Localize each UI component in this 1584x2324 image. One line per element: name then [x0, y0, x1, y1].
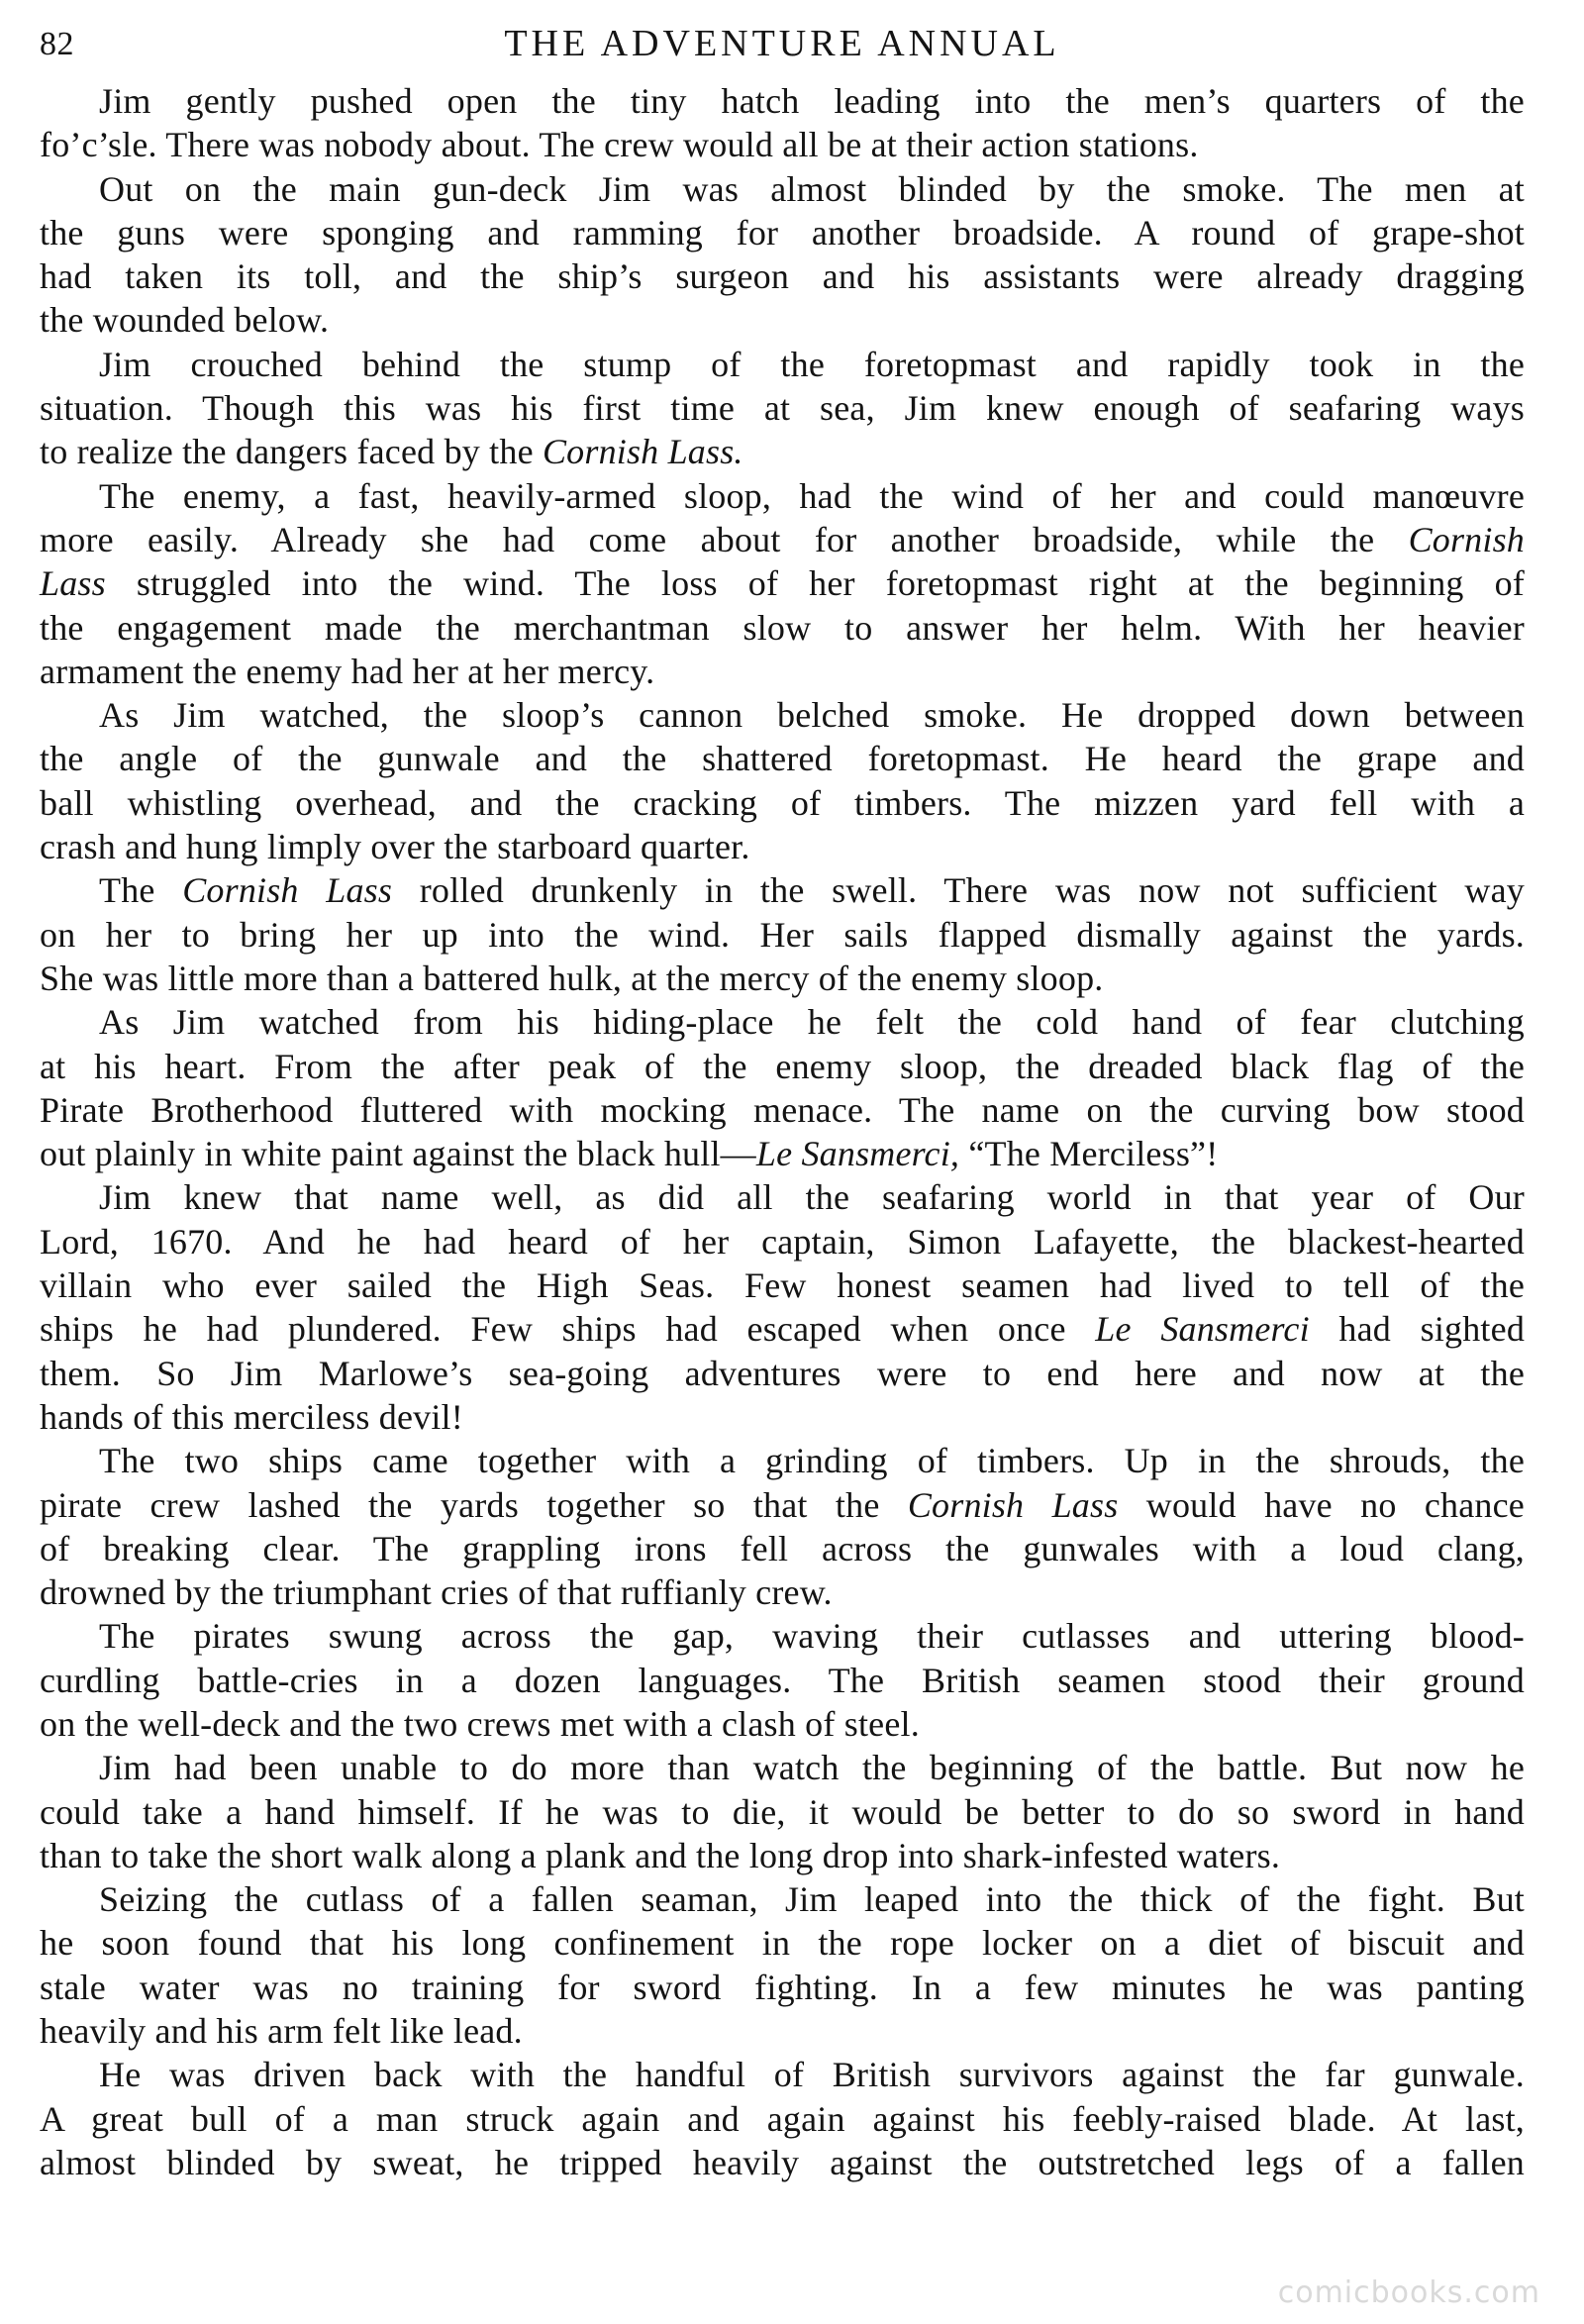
text-run: had sighted	[1309, 1309, 1526, 1350]
text-line: them. So Jim Marlowe’s sea-going adventures were to end here and now at the	[40, 1353, 1525, 1393]
text-line: the guns were sponging and ramming for another broadside. A round of grape-shot	[40, 212, 1525, 253]
text-line: villain who ever sailed the High Seas. Few honest seamen had lived to tell of the	[40, 1265, 1525, 1306]
text-line: situation. Though this was his first time at sea, Jim knew enough of seafaring ways	[40, 388, 1525, 429]
text-line: he soon found that his long confinement in the rope locker on a diet of biscuit and	[40, 1923, 1525, 1964]
text-line: She was little more than a battered hulk, at the mercy of the enemy sloop.	[40, 958, 1104, 998]
text-line: The two ships came together with a grinding of timbers. Up in the shrouds, the	[99, 1441, 1525, 1481]
text-line: than to take the short walk along a plank and the long drop into shark-infested waters.	[40, 1835, 1281, 1875]
text-line: The enemy, a fast, heavily-armed sloop, had the wind of her and could manœuvre	[99, 475, 1525, 516]
italic-ship-name: Lass	[40, 563, 106, 604]
page-number: 82	[40, 26, 74, 62]
text-line: on her to bring her up into the wind. Her sails flapped dismally against the yards.	[40, 914, 1525, 955]
text-run: to realize the dangers faced by the	[40, 432, 543, 472]
text-run: rolled drunkenly in the swell. There was now not sufficient way	[392, 870, 1525, 911]
text-line: at his heart. From the after peak of the enemy sloop, the dreaded black flag of the	[40, 1046, 1525, 1086]
italic-ship-name: Cornish Lass	[182, 870, 393, 911]
text-line: of breaking clear. The grappling irons fell across the gunwales with a loud clang,	[40, 1528, 1525, 1568]
book-page	[40, 18, 1525, 2295]
text-line: He was driven back with the handful of British survivors against the far gunwale.	[99, 2055, 1525, 2095]
italic-ship-name: Cornish Lass	[907, 1484, 1119, 1525]
text-line: could take a hand himself. If he was to die, it would be better to do so sword in hand	[40, 1791, 1525, 1832]
page-header	[40, 18, 1525, 79]
text-line: stale water was no training for sword fighting. In a few minutes he was panting	[40, 1967, 1525, 2007]
text-line: Jim gently pushed open the tiny hatch leading into the men’s quarters of the	[99, 81, 1525, 121]
text-line	[40, 1132, 1525, 1175]
text-line	[40, 430, 1525, 473]
text-line: the wounded below.	[40, 300, 330, 341]
text-run: struggled into the wind. The loss of her foretopmast right at the beginning of	[105, 563, 1525, 604]
text-line	[40, 1483, 1525, 1527]
text-run: out plainly in white paint against the black hull—	[40, 1134, 756, 1174]
text-run: more easily. Already she had come about for another broadside, while the	[40, 519, 1409, 559]
text-line: drowned by the triumphant cries of that ruffianly crew.	[40, 1572, 833, 1613]
text-line: almost blinded by sweat, he tripped heavily against the outstretched legs of a fallen	[40, 2142, 1525, 2182]
text-line: Jim knew that name well, as did all the seafaring world in that year of Our	[99, 1177, 1525, 1218]
text-run: ships he had plundered. Few ships had escaped when once	[40, 1309, 1096, 1350]
text-run: would have no chance	[1118, 1484, 1525, 1525]
text-run: “The Merciless”!	[959, 1134, 1219, 1174]
text-line: The pirates swung across the gap, waving their cutlasses and uttering blood-	[99, 1616, 1525, 1657]
italic-ship-name: Cornish	[1408, 519, 1525, 559]
text-line: on the well-deck and the two crews met with a clash of steel.	[40, 1703, 920, 1744]
text-line: hands of this merciless devil!	[40, 1396, 463, 1437]
italic-ship-name: Cornish Lass.	[542, 432, 743, 472]
text-line: Out on the main gun-deck Jim was almost blinded by the smoke. The men at	[99, 168, 1525, 209]
text-line: armament the enemy had her at her mercy.	[40, 651, 655, 691]
running-head: THE ADVENTURE ANNUAL	[504, 23, 1060, 64]
text-line: curdling battle-cries in a dozen languages. The British seamen stood their ground	[40, 1660, 1525, 1700]
text-line: As Jim watched, the sloop’s cannon belched smoke. He dropped down between	[99, 695, 1525, 736]
text-line: had taken its toll, and the ship’s surgeon and his assistants were already dragging	[40, 256, 1525, 297]
text-line: Lord, 1670. And he had heard of her captain, Simon Lafayette, the blackest-hearted	[40, 1221, 1525, 1262]
story-text	[40, 79, 1525, 2184]
watermark: comicbooks.com	[1277, 2275, 1540, 2310]
text-line: Pirate Brotherhood fluttered with mocking menace. The name on the curving bow stood	[40, 1089, 1525, 1130]
italic-ship-name: Le Sansmerci,	[755, 1134, 960, 1174]
text-line: crash and hung limply over the starboard quarter.	[40, 827, 750, 867]
text-line	[40, 1307, 1525, 1351]
italic-ship-name: Le Sansmerci	[1095, 1309, 1310, 1350]
text-line: ball whistling overhead, and the cracking of timbers. The mizzen yard fell with a	[40, 782, 1525, 823]
text-line: the engagement made the merchantman slow to answer her helm. With her heavier	[40, 607, 1525, 648]
text-line	[40, 868, 1525, 912]
text-run: pirate crew lashed the yards together so that the	[40, 1484, 908, 1525]
text-line: As Jim watched from his hiding-place he felt the cold hand of fear clutching	[99, 1002, 1525, 1043]
text-line: A great bull of a man struck again and again against his feebly-raised blade. At last,	[40, 2098, 1525, 2139]
text-line: Jim had been unable to do more than watch the beginning of the battle. But now he	[99, 1748, 1525, 1788]
text-line: Seizing the cutlass of a fallen seaman, Jim leaped into the thick of the fight. But	[99, 1879, 1525, 1920]
text-run: The	[99, 870, 183, 911]
text-line: the angle of the gunwale and the shattered foretopmast. He heard the grape and	[40, 739, 1525, 779]
text-line	[40, 518, 1525, 561]
text-line: Jim crouched behind the stump of the foretopmast and rapidly took in the	[99, 344, 1525, 384]
text-line: heavily and his arm felt like lead.	[40, 2011, 523, 2052]
text-line	[40, 561, 1525, 605]
text-line: fo’c’sle. There was nobody about. The crew would all be at their action stations.	[40, 125, 1199, 165]
